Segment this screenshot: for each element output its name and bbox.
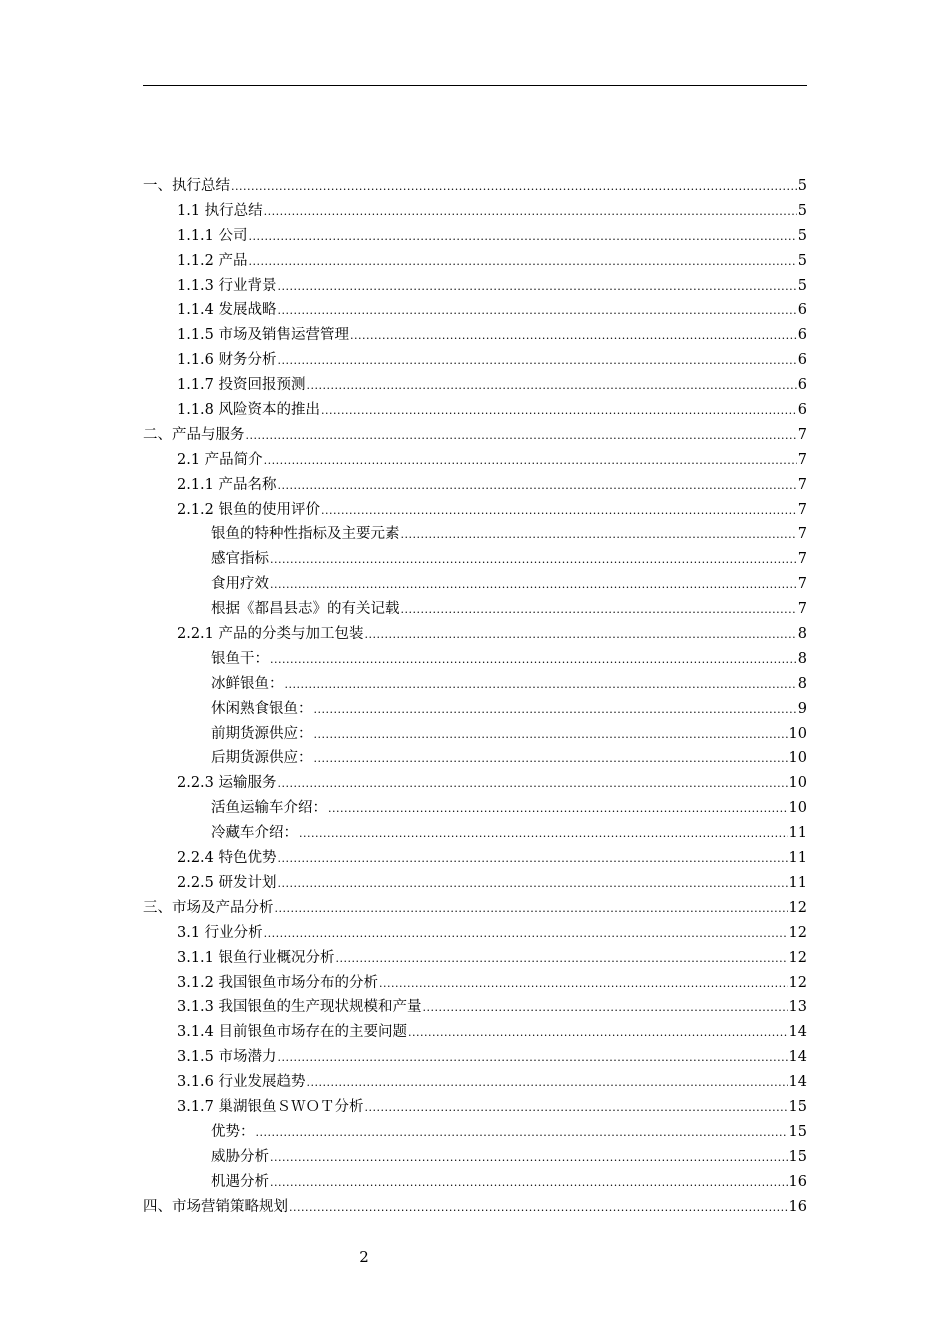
toc-entry-page: 12 xyxy=(788,949,807,966)
toc-entry[interactable] xyxy=(143,821,807,846)
toc-entry[interactable] xyxy=(143,896,807,921)
toc-leader-dots xyxy=(365,1102,788,1113)
toc-entry-title: 银鱼干： xyxy=(211,650,269,667)
toc-entry[interactable] xyxy=(143,796,807,821)
toc-entry-title: 食用疗效 xyxy=(211,576,269,593)
toc-entry-title: 休闲熟食银鱼： xyxy=(211,700,313,717)
toc-entry[interactable] xyxy=(143,249,807,274)
toc-entry-page: 6 xyxy=(797,302,807,319)
toc-entry-page: 10 xyxy=(788,750,807,767)
toc-entry[interactable] xyxy=(143,697,807,722)
toc-entry[interactable] xyxy=(143,995,807,1020)
toc-entry-title: 优势： xyxy=(211,1123,255,1140)
toc-leader-dots xyxy=(336,953,788,964)
toc-entry-page: 12 xyxy=(788,899,807,916)
toc-leader-dots xyxy=(249,256,797,267)
toc-entry-page: 10 xyxy=(788,775,807,792)
toc-entry-title: 2.2.4 特色优势 xyxy=(177,850,277,867)
toc-entry[interactable] xyxy=(143,846,807,871)
toc-entry-title: 威胁分析 xyxy=(211,1148,269,1165)
toc-leader-dots xyxy=(278,853,788,864)
toc-entry-title: 3.1.7 巢湖银鱼ＳＷＯＴ分析 xyxy=(177,1098,364,1115)
toc-leader-dots xyxy=(270,654,797,665)
toc-entry-page: 10 xyxy=(788,800,807,817)
toc-entry-title: 2.1 产品简介 xyxy=(177,451,263,468)
toc-entry[interactable] xyxy=(143,348,807,373)
toc-entry-page: 11 xyxy=(788,874,807,891)
toc-entry[interactable] xyxy=(143,498,807,523)
toc-entry[interactable] xyxy=(143,971,807,996)
toc-entry[interactable] xyxy=(143,771,807,796)
toc-entry-page: 14 xyxy=(788,1024,807,1041)
toc-leader-dots xyxy=(321,405,797,416)
toc-entry[interactable] xyxy=(143,1045,807,1070)
toc-entry-title: 2.2.3 运输服务 xyxy=(177,775,277,792)
toc-entry[interactable] xyxy=(143,522,807,547)
toc-leader-dots xyxy=(278,281,797,292)
toc-leader-dots xyxy=(270,579,797,590)
toc-leader-dots xyxy=(307,380,797,391)
toc-entry[interactable] xyxy=(143,1145,807,1170)
toc-entry-title: 前期货源供应： xyxy=(211,725,313,742)
toc-leader-dots xyxy=(299,828,788,839)
toc-leader-dots xyxy=(401,529,797,540)
header-rule xyxy=(143,85,807,86)
toc-leader-dots xyxy=(270,1152,788,1163)
toc-entry-page: 7 xyxy=(797,576,807,593)
toc-entry-page: 8 xyxy=(797,675,807,692)
toc-entry[interactable] xyxy=(143,448,807,473)
toc-entry[interactable] xyxy=(143,1095,807,1120)
toc-entry[interactable] xyxy=(143,1070,807,1095)
toc-entry-page: 7 xyxy=(797,426,807,443)
toc-leader-dots xyxy=(264,455,797,466)
toc-entry-title: 3.1.3 我国银鱼的生产现状规模和产量 xyxy=(177,999,422,1016)
toc-entry[interactable] xyxy=(143,572,807,597)
toc-entry[interactable] xyxy=(143,597,807,622)
toc-entry-title: 感官指标 xyxy=(211,551,269,568)
toc-entry[interactable] xyxy=(143,298,807,323)
toc-entry[interactable] xyxy=(143,423,807,448)
toc-entry-title: 根据《都昌县志》的有关记载 xyxy=(211,601,400,618)
toc-leader-dots xyxy=(314,753,788,764)
toc-entry-page: 7 xyxy=(797,451,807,468)
toc-leader-dots xyxy=(231,181,797,192)
toc-entry-page: 6 xyxy=(797,402,807,419)
toc-leader-dots xyxy=(423,1002,788,1013)
toc-entry-title: 后期货源供应： xyxy=(211,750,313,767)
toc-leader-dots xyxy=(365,629,797,640)
toc-entry-title: 2.2.5 研发计划 xyxy=(177,874,277,891)
toc-entry-page: 15 xyxy=(788,1098,807,1115)
toc-entry-page: 11 xyxy=(788,850,807,867)
toc-entry-page: 5 xyxy=(797,252,807,269)
toc-leader-dots xyxy=(270,554,797,565)
toc-entry-page: 7 xyxy=(797,551,807,568)
toc-entry-title: 1.1.3 行业背景 xyxy=(177,277,277,294)
toc-entry-page: 11 xyxy=(788,825,807,842)
toc-entry-page: 7 xyxy=(797,476,807,493)
toc-entry-title: 2.2.1 产品的分类与加工包装 xyxy=(177,626,364,643)
toc-entry[interactable] xyxy=(143,722,807,747)
toc-entry-title: 二、产品与服务 xyxy=(143,426,245,443)
toc-entry-page: 7 xyxy=(797,601,807,618)
toc-entry[interactable] xyxy=(143,473,807,498)
page-number: 2 xyxy=(359,1248,369,1266)
toc-leader-dots xyxy=(278,355,797,366)
toc-entry[interactable] xyxy=(143,622,807,647)
toc-entry-title: 一、执行总结 xyxy=(143,178,230,194)
toc-entry-page: 10 xyxy=(788,725,807,742)
toc-entry-title: 四、市场营销策略规划 xyxy=(143,1198,288,1215)
toc-entry[interactable] xyxy=(143,1170,807,1195)
toc-entry[interactable] xyxy=(143,647,807,672)
toc-entry-title: 1.1.8 风险资本的推出 xyxy=(177,402,321,419)
toc-entry-page: 5 xyxy=(797,227,807,244)
toc-entry-title: 3.1.5 市场潜力 xyxy=(177,1049,277,1066)
toc-entry-title: 3.1.6 行业发展趋势 xyxy=(177,1074,306,1091)
toc-entry-title: 1.1.5 市场及销售运营管理 xyxy=(177,327,350,344)
toc-leader-dots xyxy=(379,978,788,989)
toc-entry-page: 7 xyxy=(797,526,807,543)
toc-leader-dots xyxy=(314,729,788,740)
toc-entry-page: 15 xyxy=(788,1123,807,1140)
toc-entry-title: 1.1.7 投资回报预测 xyxy=(177,377,306,394)
toc-leader-dots xyxy=(264,206,797,217)
toc-entry-title: 3.1.1 银鱼行业概况分析 xyxy=(177,949,335,966)
toc-entry[interactable] xyxy=(143,672,807,697)
toc-entry-title: 1.1 执行总结 xyxy=(177,202,263,219)
toc-entry-page: 16 xyxy=(788,1198,807,1215)
toc-entry[interactable] xyxy=(143,946,807,971)
toc-leader-dots xyxy=(278,305,797,316)
toc-entry-title: 3.1.4 目前银鱼市场存在的主要问题 xyxy=(177,1024,408,1041)
toc-entry-page: 13 xyxy=(788,999,807,1016)
toc-leader-dots xyxy=(278,1052,788,1063)
toc-entry-title: 冷藏车介绍： xyxy=(211,825,298,842)
toc-leader-dots xyxy=(278,878,788,889)
toc-entry-page: 12 xyxy=(788,924,807,941)
toc-leader-dots xyxy=(321,505,797,516)
toc-entry[interactable] xyxy=(143,547,807,572)
toc-entry-title: 1.1.2 产品 xyxy=(177,252,248,269)
toc-leader-dots xyxy=(285,679,797,690)
toc-entry-page: 5 xyxy=(797,202,807,219)
toc-entry-page: 9 xyxy=(797,700,807,717)
toc-entry-page: 6 xyxy=(797,327,807,344)
toc-entry-title: 3.1 行业分析 xyxy=(177,924,263,941)
toc-entry-page: 15 xyxy=(788,1148,807,1165)
toc-entry[interactable] xyxy=(143,373,807,398)
toc-leader-dots xyxy=(270,1177,788,1188)
toc-entry-title: 银鱼的特种性指标及主要元素 xyxy=(211,526,400,543)
toc-entry-title: 冰鲜银鱼： xyxy=(211,675,284,692)
toc-entry[interactable] xyxy=(143,224,807,249)
toc-entry-page: 8 xyxy=(797,650,807,667)
toc-leader-dots xyxy=(401,604,797,615)
toc-leader-dots xyxy=(256,1127,788,1138)
toc-entry-page: 5 xyxy=(797,277,807,294)
toc-entry-title: 1.1.4 发展战略 xyxy=(177,302,277,319)
toc-entry[interactable] xyxy=(143,1195,807,1220)
table-of-contents xyxy=(143,174,807,1219)
toc-entry[interactable] xyxy=(143,174,807,199)
toc-entry-page: 14 xyxy=(788,1049,807,1066)
toc-entry-title: 1.1.1 公司 xyxy=(177,227,248,244)
toc-leader-dots xyxy=(278,480,797,491)
toc-entry-title: 三、市场及产品分析 xyxy=(143,899,274,916)
toc-entry-page: 6 xyxy=(797,377,807,394)
toc-leader-dots xyxy=(264,928,788,939)
toc-leader-dots xyxy=(249,231,797,242)
toc-entry-title: 1.1.6 财务分析 xyxy=(177,352,277,369)
toc-entry[interactable] xyxy=(143,274,807,299)
toc-entry-title: 2.1.2 银鱼的使用评价 xyxy=(177,501,321,518)
toc-entry-page: 12 xyxy=(788,974,807,991)
toc-entry-title: 2.1.1 产品名称 xyxy=(177,476,277,493)
toc-leader-dots xyxy=(307,1077,788,1088)
toc-entry[interactable] xyxy=(143,871,807,896)
toc-leader-dots xyxy=(278,778,788,789)
toc-leader-dots xyxy=(289,1202,788,1213)
toc-entry-page: 7 xyxy=(797,501,807,518)
toc-entry[interactable] xyxy=(143,746,807,771)
toc-leader-dots xyxy=(275,903,788,914)
toc-entry-page: 6 xyxy=(797,352,807,369)
toc-leader-dots xyxy=(328,803,788,814)
toc-entry-title: 机遇分析 xyxy=(211,1173,269,1190)
toc-entry[interactable] xyxy=(143,199,807,224)
toc-entry-page: 14 xyxy=(788,1074,807,1091)
toc-entry-title: 活鱼运输车介绍： xyxy=(211,800,327,817)
toc-entry[interactable] xyxy=(143,1120,807,1145)
toc-entry[interactable] xyxy=(143,398,807,423)
toc-leader-dots xyxy=(246,430,797,441)
toc-entry[interactable] xyxy=(143,1020,807,1045)
toc-leader-dots xyxy=(408,1027,788,1038)
toc-entry[interactable] xyxy=(143,921,807,946)
toc-leader-dots xyxy=(350,330,797,341)
toc-leader-dots xyxy=(314,704,797,715)
toc-entry[interactable] xyxy=(143,323,807,348)
toc-entry-page: 8 xyxy=(797,626,807,643)
toc-entry-title: 3.1.2 我国银鱼市场分布的分析 xyxy=(177,974,379,991)
toc-entry-page: 5 xyxy=(797,178,807,194)
toc-entry-page: 16 xyxy=(788,1173,807,1190)
